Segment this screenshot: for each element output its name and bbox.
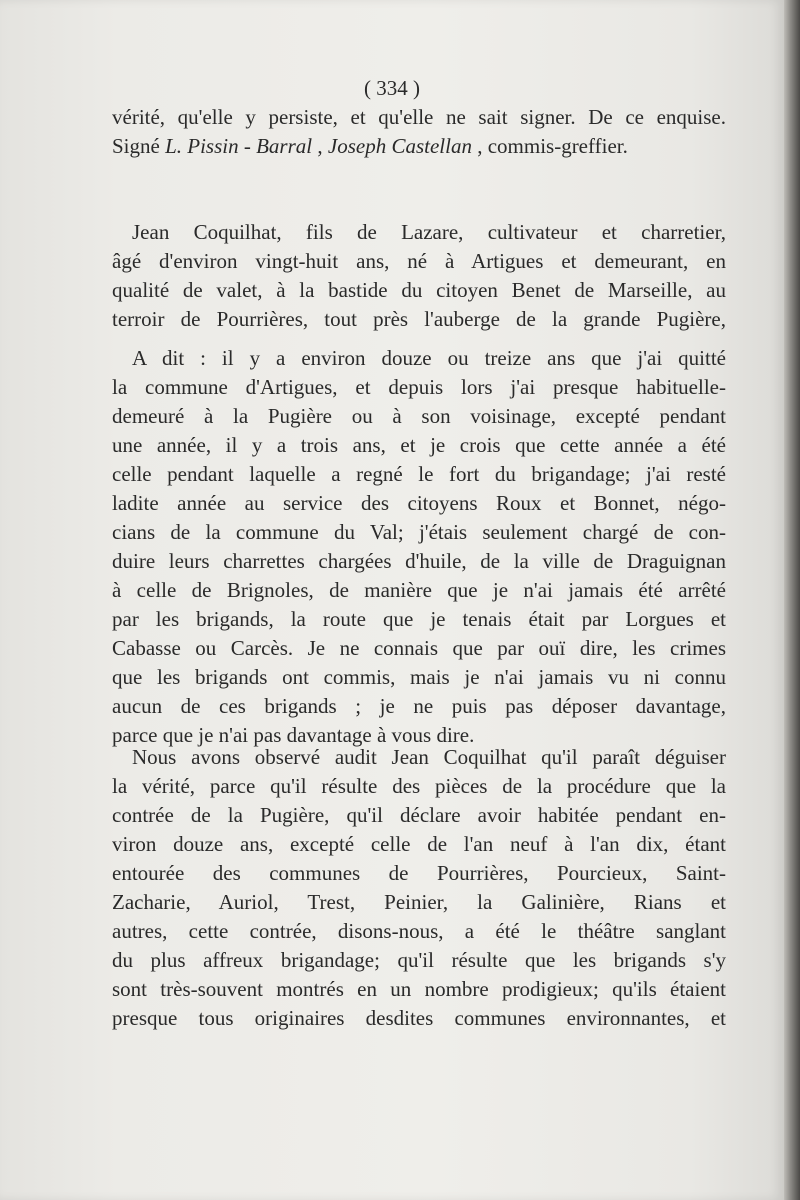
text-line: viron douze ans, excepté celle de l'an neuf à l'an dix, étant <box>112 832 726 856</box>
text-line: Nous avons observé audit Jean Coquilhat qu'il paraît déguiser <box>132 745 726 769</box>
text-line: A dit : il y a environ douze ou treize ans que j'ai quitté <box>132 346 726 370</box>
signatory-name: L. Pissin - Barral <box>165 134 313 158</box>
signatory-name: Joseph Castellan <box>327 134 472 158</box>
text-line: autres, cette contrée, disons-nous, a été le théâtre sanglant <box>112 919 726 943</box>
text-line: Cabasse ou Carcès. Je ne connais que par ouï dire, les crimes <box>112 636 726 660</box>
text-line: vérité, qu'elle y persiste, et qu'elle ne sait signer. De ce enquise. <box>112 105 726 129</box>
text-line: du plus affreux brigandage; qu'il résulte que les brigands s'y <box>112 948 726 972</box>
paragraph-observation <box>112 743 726 1033</box>
text-line: une année, il y a trois ans, et je crois que cette année a été <box>112 433 726 457</box>
text-line: cians de la commune du Val; j'étais seulement chargé de con- <box>112 520 726 544</box>
text-line: terroir de Pourrières, tout près l'auberge de la grande Pugière, <box>112 307 726 331</box>
separator: , <box>312 134 328 158</box>
text-line: entourée des communes de Pourrières, Pourcieux, Saint- <box>112 861 726 885</box>
text-line: que les brigands ont commis, mais je n'ai jamais vu ni connu <box>112 665 726 689</box>
signature-line <box>112 132 726 161</box>
paragraph-testimony <box>112 344 726 750</box>
text-line: à celle de Brignoles, de manière que je n'ai jamais été arrêté <box>112 578 726 602</box>
text-line: sont très-souvent montrés en un nombre prodigieux; qu'ils étaient <box>112 977 726 1001</box>
text-line: parce que je n'ai pas davantage à vous dire. <box>112 723 475 747</box>
text-line: par les brigands, la route que je tenais était par Lorgues et <box>112 607 726 631</box>
text-line: demeuré à la Pugière ou à son voisinage, excepté pendant <box>112 404 726 428</box>
clerk-title: , commis-greffier. <box>471 134 628 158</box>
text-line: âgé d'environ vingt-huit ans, né à Artigues et demeurant, en <box>112 249 726 273</box>
paragraph-closing-previous <box>112 103 726 161</box>
page-number: ( 334 ) <box>364 76 420 100</box>
signed-label: Signé <box>112 134 166 158</box>
text-line: Jean Coquilhat, fils de Lazare, cultivateur et charretier, <box>132 220 726 244</box>
text-line: qualité de valet, à la bastide du citoyen Benet de Marseille, au <box>112 278 726 302</box>
page-edge <box>784 0 800 1200</box>
text-line: la vérité, parce qu'il résulte des pièces de la procédure que la <box>112 774 726 798</box>
text-line: presque tous originaires desdites communes environnantes, et <box>112 1006 726 1030</box>
text-line: ladite année au service des citoyens Roux et Bonnet, négo- <box>112 491 726 515</box>
text-line: la commune d'Artigues, et depuis lors j'ai presque habituelle- <box>112 375 726 399</box>
text-line: celle pendant laquelle a regné le fort du brigandage; j'ai resté <box>112 462 726 486</box>
text-line: contrée de la Pugière, qu'il déclare avoir habitée pendant en- <box>112 803 726 827</box>
text-line: duire leurs charrettes chargées d'huile, de la ville de Draguignan <box>112 549 726 573</box>
paragraph-witness-identity <box>112 218 726 334</box>
text-line: Zacharie, Auriol, Trest, Peinier, la Galinière, Rians et <box>112 890 726 914</box>
text-line: aucun de ces brigands ; je ne puis pas déposer davantage, <box>112 694 726 718</box>
